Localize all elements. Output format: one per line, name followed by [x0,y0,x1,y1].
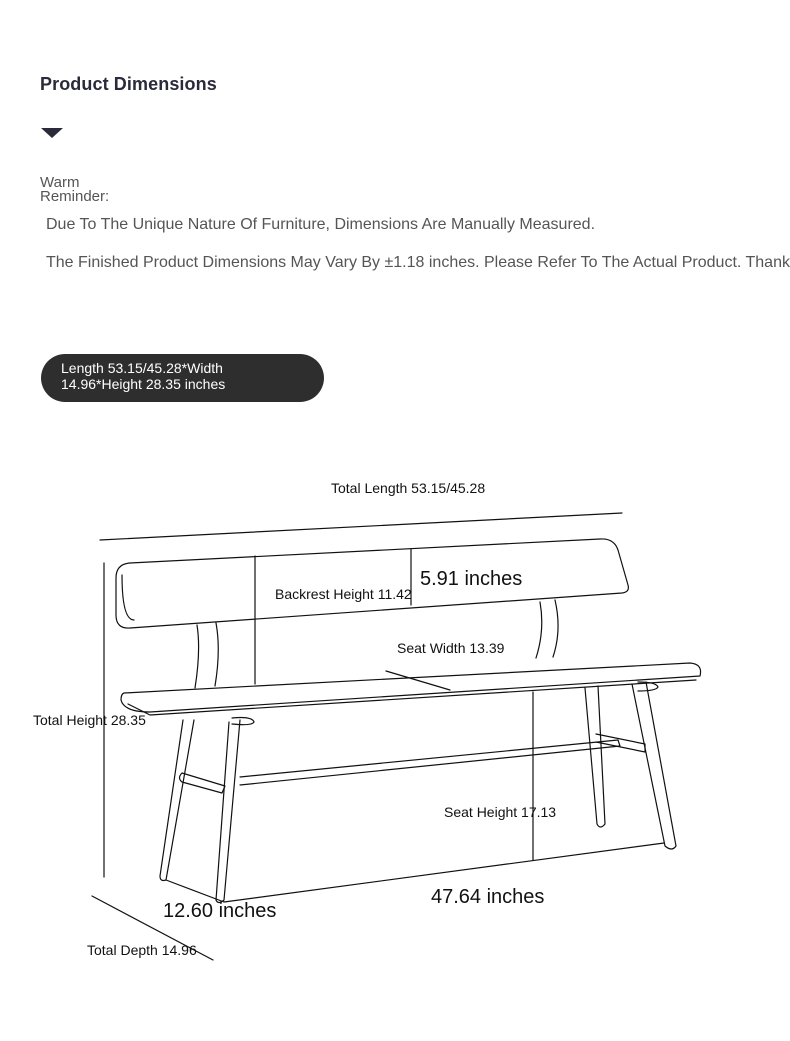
summary-line-2: 14.96*Height 28.35 inches [61,376,226,392]
floor-front-line [166,880,224,902]
long-stretcher [240,740,620,785]
seat-front-edge [128,680,696,715]
left-backrest-post-2 [215,623,218,686]
front-left-leg [160,720,194,881]
reminder-line-1: Due To The Unique Nature Of Furniture, Dimensions Are Manually Measured. [46,216,596,233]
total-length-label: Total Length 53.15/45.28 [331,480,486,496]
reminder-line-2: The Finished Product Dimensions May Vary By ±1.18 inches. Please Refer To The Actual Product. Thank [46,254,790,271]
right-backrest-post [536,602,542,658]
left-backrest-post [195,625,199,688]
front-right-leg [585,686,605,827]
backrest-outline [116,539,628,628]
leg-span-label: 47.64 inches [431,886,545,908]
back-right-leg [632,682,676,849]
left-stretcher [180,773,226,793]
total-height-label: Total Height 28.35 [33,712,146,728]
right-backrest-post-2 [553,600,558,657]
backrest-height-label: Backrest Height 11.42 [275,586,412,602]
page-title: Product Dimensions [40,74,217,94]
total-length-line [100,513,622,540]
back-left-leg [216,720,240,903]
leg-depth-label: 12.60 inches [163,900,277,922]
seat-width-label: Seat Width 13.39 [397,640,505,656]
seat-top [121,663,701,712]
reminder-label: Warm Reminder: [40,174,110,205]
backrest-inner-edge [122,575,134,620]
summary-line-1: Length 53.15/45.28*Width [61,360,223,376]
left-leg-foot [232,718,254,725]
backrest-width-label: 5.91 inches [420,568,523,590]
seat-width-line [386,671,450,690]
right-stretcher [596,734,645,752]
total-depth-label: Total Depth 14.96 [87,942,197,958]
seat-height-label: Seat Height 17.13 [444,804,557,820]
